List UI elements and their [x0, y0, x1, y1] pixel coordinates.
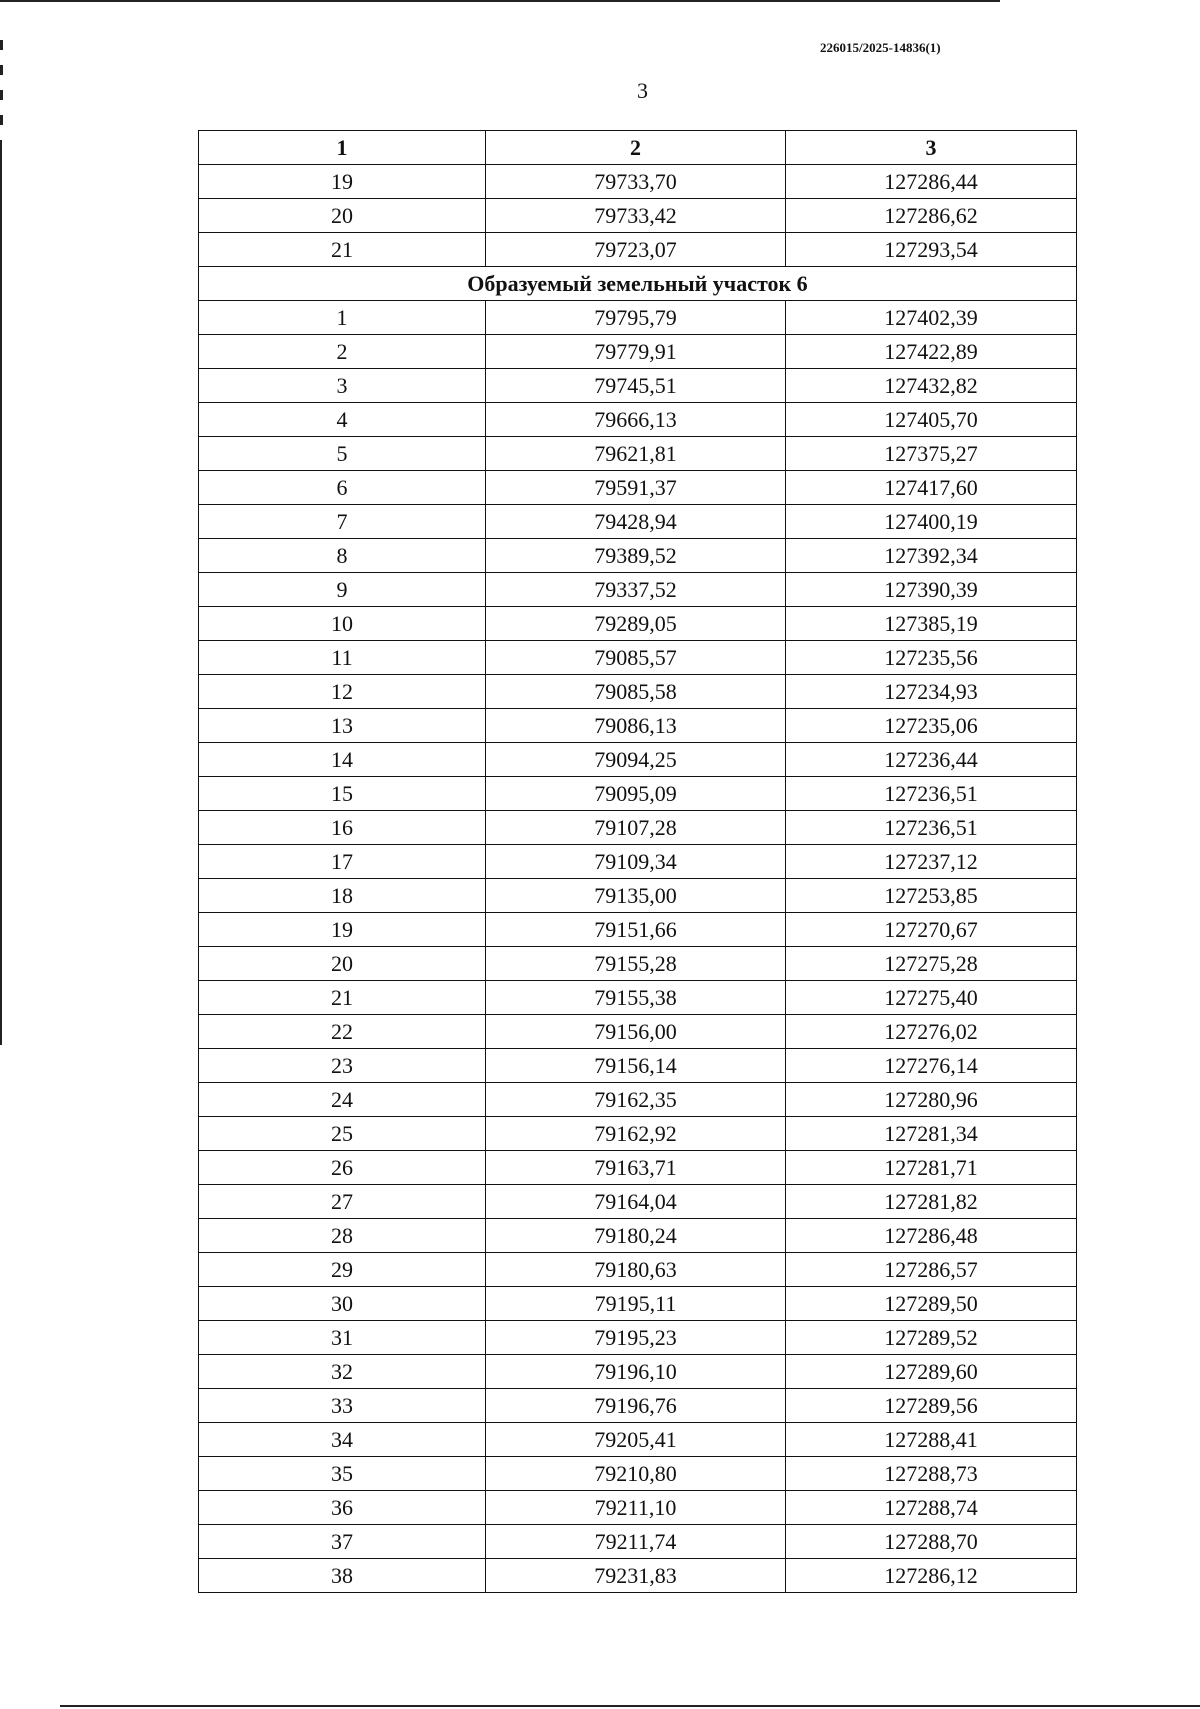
y-coordinate-cell: 127375,27: [786, 437, 1077, 471]
section-title: Образуемый земельный участок 6: [199, 267, 1077, 301]
x-coordinate-cell: 79210,80: [486, 1457, 786, 1491]
y-coordinate-cell: 127286,62: [786, 199, 1077, 233]
table-row: [199, 1457, 1077, 1491]
table-row: [199, 913, 1077, 947]
point-number-cell: 15: [199, 777, 486, 811]
header-col-3: 3: [786, 131, 1077, 165]
x-coordinate-cell: 79085,57: [486, 641, 786, 675]
y-coordinate-cell: 127400,19: [786, 505, 1077, 539]
y-coordinate-cell: 127286,57: [786, 1253, 1077, 1287]
point-number-cell: 18: [199, 879, 486, 913]
y-coordinate-cell: 127392,34: [786, 539, 1077, 573]
x-coordinate-cell: 79733,42: [486, 199, 786, 233]
y-coordinate-cell: 127390,39: [786, 573, 1077, 607]
point-number-cell: 33: [199, 1389, 486, 1423]
x-coordinate-cell: 79180,63: [486, 1253, 786, 1287]
table-row: [199, 1185, 1077, 1219]
scan-edge-mark: [0, 115, 3, 125]
table-row: [199, 811, 1077, 845]
table-row: [199, 199, 1077, 233]
point-number-cell: 30: [199, 1287, 486, 1321]
x-coordinate-cell: 79591,37: [486, 471, 786, 505]
x-coordinate-cell: 79107,28: [486, 811, 786, 845]
point-number-cell: 5: [199, 437, 486, 471]
x-coordinate-cell: 79733,70: [486, 165, 786, 199]
table-row: [199, 471, 1077, 505]
table-row: [199, 1287, 1077, 1321]
table-row: [199, 641, 1077, 675]
point-number-cell: 19: [199, 165, 486, 199]
table-row: [199, 505, 1077, 539]
x-coordinate-cell: 79205,41: [486, 1423, 786, 1457]
y-coordinate-cell: 127289,60: [786, 1355, 1077, 1389]
point-number-cell: 3: [199, 369, 486, 403]
header-col-2: 2: [486, 131, 786, 165]
point-number-cell: 2: [199, 335, 486, 369]
table-row: [199, 777, 1077, 811]
y-coordinate-cell: 127402,39: [786, 301, 1077, 335]
x-coordinate-cell: 79086,13: [486, 709, 786, 743]
point-number-cell: 20: [199, 947, 486, 981]
y-coordinate-cell: 127276,14: [786, 1049, 1077, 1083]
y-coordinate-cell: 127405,70: [786, 403, 1077, 437]
y-coordinate-cell: 127289,50: [786, 1287, 1077, 1321]
table-row: [199, 1423, 1077, 1457]
section-row: [199, 267, 1077, 301]
point-number-cell: 17: [199, 845, 486, 879]
table-row: [199, 981, 1077, 1015]
table-row: [199, 165, 1077, 199]
table-row: [199, 233, 1077, 267]
x-coordinate-cell: 79289,05: [486, 607, 786, 641]
y-coordinate-cell: 127275,28: [786, 947, 1077, 981]
y-coordinate-cell: 127236,51: [786, 811, 1077, 845]
point-number-cell: 9: [199, 573, 486, 607]
table-row: [199, 879, 1077, 913]
x-coordinate-cell: 79085,58: [486, 675, 786, 709]
point-number-cell: 21: [199, 981, 486, 1015]
y-coordinate-cell: 127280,96: [786, 1083, 1077, 1117]
table-row: [199, 301, 1077, 335]
y-coordinate-cell: 127432,82: [786, 369, 1077, 403]
y-coordinate-cell: 127286,44: [786, 165, 1077, 199]
point-number-cell: 23: [199, 1049, 486, 1083]
x-coordinate-cell: 79162,35: [486, 1083, 786, 1117]
x-coordinate-cell: 79196,76: [486, 1389, 786, 1423]
y-coordinate-cell: 127237,12: [786, 845, 1077, 879]
point-number-cell: 21: [199, 233, 486, 267]
x-coordinate-cell: 79164,04: [486, 1185, 786, 1219]
y-coordinate-cell: 127253,85: [786, 879, 1077, 913]
table-row: [199, 539, 1077, 573]
y-coordinate-cell: 127422,89: [786, 335, 1077, 369]
y-coordinate-cell: 127270,67: [786, 913, 1077, 947]
scan-border-top: [0, 0, 1000, 2]
y-coordinate-cell: 127234,93: [786, 675, 1077, 709]
y-coordinate-cell: 127281,82: [786, 1185, 1077, 1219]
point-number-cell: 12: [199, 675, 486, 709]
x-coordinate-cell: 79151,66: [486, 913, 786, 947]
y-coordinate-cell: 127235,56: [786, 641, 1077, 675]
x-coordinate-cell: 79745,51: [486, 369, 786, 403]
document-reference: 226015/2025-14836(1): [820, 40, 941, 55]
point-number-cell: 6: [199, 471, 486, 505]
x-coordinate-cell: 79195,11: [486, 1287, 786, 1321]
point-number-cell: 24: [199, 1083, 486, 1117]
y-coordinate-cell: 127286,48: [786, 1219, 1077, 1253]
x-coordinate-cell: 79135,00: [486, 879, 786, 913]
table-row: [199, 1253, 1077, 1287]
table-row: [199, 1083, 1077, 1117]
point-number-cell: 1: [199, 301, 486, 335]
x-coordinate-cell: 79094,25: [486, 743, 786, 777]
point-number-cell: 10: [199, 607, 486, 641]
table-row: [199, 1355, 1077, 1389]
y-coordinate-cell: 127417,60: [786, 471, 1077, 505]
point-number-cell: 7: [199, 505, 486, 539]
point-number-cell: 28: [199, 1219, 486, 1253]
point-number-cell: 37: [199, 1525, 486, 1559]
point-number-cell: 26: [199, 1151, 486, 1185]
table-row: [199, 1491, 1077, 1525]
point-number-cell: 29: [199, 1253, 486, 1287]
table-row: [199, 675, 1077, 709]
x-coordinate-cell: 79666,13: [486, 403, 786, 437]
y-coordinate-cell: 127236,51: [786, 777, 1077, 811]
point-number-cell: 22: [199, 1015, 486, 1049]
scan-edge-mark: [0, 65, 3, 75]
x-coordinate-cell: 79156,00: [486, 1015, 786, 1049]
table-row: [199, 1559, 1077, 1593]
x-coordinate-cell: 79337,52: [486, 573, 786, 607]
y-coordinate-cell: 127288,73: [786, 1457, 1077, 1491]
page-number: 3: [637, 78, 648, 103]
x-coordinate-cell: 79155,38: [486, 981, 786, 1015]
table-row: [199, 1389, 1077, 1423]
coordinates-table: [198, 130, 1077, 1593]
x-coordinate-cell: 79428,94: [486, 505, 786, 539]
point-number-cell: 13: [199, 709, 486, 743]
x-coordinate-cell: 79162,92: [486, 1117, 786, 1151]
table-row: [199, 947, 1077, 981]
y-coordinate-cell: 127281,71: [786, 1151, 1077, 1185]
y-coordinate-cell: 127235,06: [786, 709, 1077, 743]
point-number-cell: 20: [199, 199, 486, 233]
table-row: [199, 1525, 1077, 1559]
x-coordinate-cell: 79180,24: [486, 1219, 786, 1253]
x-coordinate-cell: 79231,83: [486, 1559, 786, 1593]
x-coordinate-cell: 79389,52: [486, 539, 786, 573]
table-row: [199, 1117, 1077, 1151]
point-number-cell: 36: [199, 1491, 486, 1525]
table-row: [199, 845, 1077, 879]
x-coordinate-cell: 79195,23: [486, 1321, 786, 1355]
table-row: [199, 1219, 1077, 1253]
y-coordinate-cell: 127276,02: [786, 1015, 1077, 1049]
table-row: [199, 369, 1077, 403]
table-row: [199, 1049, 1077, 1083]
x-coordinate-cell: 79156,14: [486, 1049, 786, 1083]
table-row: [199, 709, 1077, 743]
table-row: [199, 743, 1077, 777]
point-number-cell: 34: [199, 1423, 486, 1457]
point-number-cell: 38: [199, 1559, 486, 1593]
y-coordinate-cell: 127293,54: [786, 233, 1077, 267]
point-number-cell: 4: [199, 403, 486, 437]
table-row: [199, 437, 1077, 471]
x-coordinate-cell: 79155,28: [486, 947, 786, 981]
point-number-cell: 25: [199, 1117, 486, 1151]
y-coordinate-cell: 127385,19: [786, 607, 1077, 641]
x-coordinate-cell: 79211,74: [486, 1525, 786, 1559]
y-coordinate-cell: 127288,41: [786, 1423, 1077, 1457]
x-coordinate-cell: 79621,81: [486, 437, 786, 471]
point-number-cell: 14: [199, 743, 486, 777]
point-number-cell: 27: [199, 1185, 486, 1219]
y-coordinate-cell: 127288,74: [786, 1491, 1077, 1525]
point-number-cell: 8: [199, 539, 486, 573]
table-row: [199, 607, 1077, 641]
y-coordinate-cell: 127289,56: [786, 1389, 1077, 1423]
point-number-cell: 35: [199, 1457, 486, 1491]
table-row: [199, 335, 1077, 369]
x-coordinate-cell: 79779,91: [486, 335, 786, 369]
y-coordinate-cell: 127236,44: [786, 743, 1077, 777]
scan-border-left: [0, 140, 2, 1045]
y-coordinate-cell: 127289,52: [786, 1321, 1077, 1355]
point-number-cell: 16: [199, 811, 486, 845]
x-coordinate-cell: 79163,71: [486, 1151, 786, 1185]
table-row: [199, 403, 1077, 437]
table-row: [199, 1015, 1077, 1049]
x-coordinate-cell: 79211,10: [486, 1491, 786, 1525]
y-coordinate-cell: 127275,40: [786, 981, 1077, 1015]
x-coordinate-cell: 79795,79: [486, 301, 786, 335]
x-coordinate-cell: 79723,07: [486, 233, 786, 267]
y-coordinate-cell: 127286,12: [786, 1559, 1077, 1593]
y-coordinate-cell: 127288,70: [786, 1525, 1077, 1559]
x-coordinate-cell: 79095,09: [486, 777, 786, 811]
point-number-cell: 11: [199, 641, 486, 675]
table-header-row: [199, 131, 1077, 165]
table-row: [199, 1321, 1077, 1355]
x-coordinate-cell: 79196,10: [486, 1355, 786, 1389]
point-number-cell: 32: [199, 1355, 486, 1389]
scan-edge-mark: [0, 40, 3, 50]
y-coordinate-cell: 127281,34: [786, 1117, 1077, 1151]
header-col-1: 1: [199, 131, 486, 165]
table-row: [199, 573, 1077, 607]
scan-border-bottom: [60, 1705, 1200, 1707]
point-number-cell: 19: [199, 913, 486, 947]
point-number-cell: 31: [199, 1321, 486, 1355]
x-coordinate-cell: 79109,34: [486, 845, 786, 879]
table-row: [199, 1151, 1077, 1185]
